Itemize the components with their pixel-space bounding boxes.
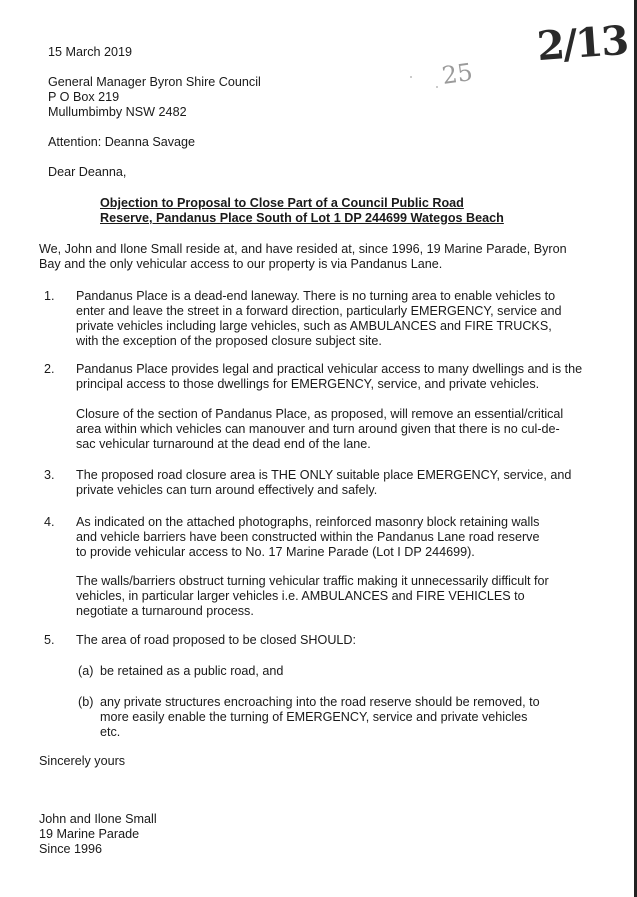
item-line: The area of road proposed to be closed SHOULD:: [76, 633, 357, 647]
scan-speck: [410, 76, 412, 78]
sub-item-label: (a): [78, 664, 94, 678]
item-number: 2.: [44, 362, 55, 376]
sub-item-line: be retained as a public road, and: [100, 664, 284, 678]
scan-speck: [436, 86, 438, 88]
item-line: principal access to those dwellings for EMERGENCY, service, and private vehicles.: [76, 377, 540, 391]
intro-paragraph: [39, 242, 599, 272]
handwritten-note: 25: [440, 58, 475, 90]
sub-item-body: [100, 695, 590, 740]
salutation: Dear Deanna,: [48, 165, 127, 179]
item-continuation: [76, 407, 601, 452]
recipient-address: [48, 75, 261, 120]
item-line: The walls/barriers obstruct turning vehicular traffic making it unnecessarily difficult for: [76, 574, 549, 588]
handwritten-reference: 2/13: [535, 16, 629, 71]
item-line: area within which vehicles can manouver and turn around given that there is no cul-de-: [76, 422, 560, 436]
item-line: private vehicles including large vehicles, such as AMBULANCES and FIRE TRUCKS,: [76, 319, 552, 333]
letter-date: 15 March 2019: [48, 45, 133, 59]
sub-item-line: more easily enable the turning of EMERGENCY, service and private vehicles: [100, 710, 528, 724]
item-line: enter and leave the street in a forward direction, particularly EMERGENCY, service and: [76, 304, 562, 318]
item-number: 4.: [44, 515, 55, 529]
item-line: and vehicle barriers have been constructed within the Pandanus Lane road reserve: [76, 530, 540, 544]
item-line: private vehicles can turn around effectively and safely.: [76, 483, 378, 497]
item-number: 5.: [44, 633, 55, 647]
subject-heading: [100, 196, 540, 225]
sub-item-line: any private structures encroaching into the road reserve should be removed, to: [100, 695, 540, 709]
intro-line: We, John and Ilone Small reside at, and have resided at, since 1996, 19 Marine Parade, Byron: [39, 242, 567, 256]
item-body: [76, 362, 601, 392]
item-number: 1.: [44, 289, 55, 303]
item-line: The proposed road closure area is THE ONLY suitable place EMERGENCY, service, and: [76, 468, 572, 482]
item-number: 3.: [44, 468, 55, 482]
sub-item-line: etc.: [100, 725, 121, 739]
recipient-line: General Manager Byron Shire Council: [48, 75, 261, 89]
item-line: sac vehicular turnaround at the dead end of the lane.: [76, 437, 371, 451]
item-line: Closure of the section of Pandanus Place, as proposed, will remove an essential/critical: [76, 407, 564, 421]
item-line: with the exception of the proposed closure subject site.: [76, 334, 382, 348]
subject-line: Reserve, Pandanus Place South of Lot 1 DP 244699 Wategos Beach: [100, 210, 504, 225]
item-line: Pandanus Place provides legal and practical vehicular access to many dwellings and is the: [76, 362, 583, 376]
recipient-line: Mullumbimby NSW 2482: [48, 105, 187, 119]
item-line: negotiate a turnaround process.: [76, 604, 254, 618]
sub-item-label: (b): [78, 695, 94, 709]
sub-item-body: [100, 664, 590, 679]
signature-block: [39, 812, 157, 857]
item-body: [76, 468, 601, 498]
intro-line: Bay and the only vehicular access to our property is via Pandanus Lane.: [39, 257, 443, 271]
item-continuation: [76, 574, 601, 619]
closing: Sincerely yours: [39, 754, 126, 768]
attention-line: Attention: Deanna Savage: [48, 135, 196, 149]
signature-line: John and Ilone Small: [39, 812, 157, 826]
item-body: [76, 515, 601, 560]
item-line: Pandanus Place is a dead-end laneway. There is no turning area to enable vehicles to: [76, 289, 556, 303]
signature-line: 19 Marine Parade: [39, 827, 140, 841]
subject-line: Objection to Proposal to Close Part of a Council Public Road: [100, 196, 464, 210]
recipient-line: P O Box 219: [48, 90, 120, 104]
item-line: As indicated on the attached photographs, reinforced masonry block retaining walls: [76, 515, 540, 529]
item-line: vehicles, in particular larger vehicles i.e. AMBULANCES and FIRE VEHICLES to: [76, 589, 525, 603]
signature-line: Since 1996: [39, 842, 103, 856]
item-line: to provide vehicular access to No. 17 Marine Parade (Lot I DP 244699).: [76, 545, 475, 559]
item-body: [76, 633, 601, 648]
item-body: [76, 289, 601, 349]
